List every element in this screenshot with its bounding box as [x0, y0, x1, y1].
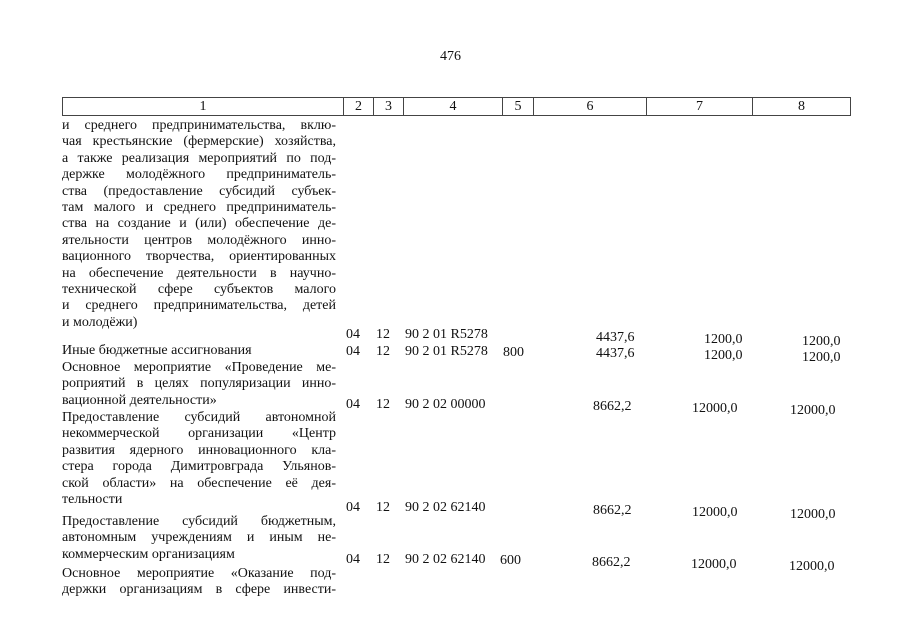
cell-col8: 12000,0 [789, 559, 835, 574]
header-col-8: 8 [798, 99, 805, 114]
header-col-7: 7 [647, 98, 753, 115]
cell-col6: 8662,2 [593, 399, 632, 414]
text-line: Предоставление субсидий бюджетным, [62, 514, 336, 529]
text-line: технической сфере субъектов малого [62, 282, 336, 298]
cell-vr: 800 [503, 345, 524, 360]
cell-col8: 1200,0 [802, 334, 841, 349]
text-line: Иные бюджетные ассигнования [62, 343, 252, 358]
text-line: Основное мероприятие «Оказание под- [62, 566, 336, 581]
cell-pr: 12 [376, 344, 390, 359]
cell-col8: 12000,0 [790, 507, 836, 522]
cell-csr: 90 2 01 R5278 [405, 327, 488, 342]
header-col-1: 1 [63, 98, 344, 115]
text-line: Основное мероприятие «Проведение ме- [62, 360, 336, 375]
cell-rz: 04 [346, 327, 360, 342]
cell-col7: 1200,0 [704, 348, 743, 363]
text-line: и среднего предпринимательства, вклю- [62, 118, 336, 133]
cell-csr: 90 2 02 62140 [405, 552, 486, 567]
cell-col7: 12000,0 [692, 505, 738, 520]
cell-rz: 04 [346, 500, 360, 515]
text-line: автономным учреждениям и иным не- [62, 530, 336, 546]
text-line: держки организациям в сфере инвести- [62, 582, 336, 598]
cell-col7: 1200,0 [704, 332, 743, 347]
text-line: ства на создание и (или) обеспечение де- [62, 216, 336, 232]
page-number: 476 [440, 49, 461, 64]
cell-col6: 8662,2 [592, 555, 631, 570]
text-line: вационной деятельности» [62, 392, 217, 408]
row-description [62, 118, 336, 331]
cell-pr: 12 [376, 552, 390, 567]
cell-pr: 12 [376, 500, 390, 515]
text-line: Предоставление субсидий автономной [62, 410, 336, 425]
header-col-6: 6 [534, 98, 647, 115]
text-line: стера города Димитровграда Ульянов- [62, 459, 336, 475]
cell-csr: 90 2 02 62140 [405, 500, 486, 515]
text-line: и среднего предпринимательства, детей [62, 298, 336, 314]
text-line: а также реализация мероприятий по под- [62, 150, 336, 166]
table-header-row [62, 97, 851, 116]
text-line: там малого и среднего предприниматель- [62, 200, 336, 216]
text-line: чая крестьянские (фермерские) хозяйства, [62, 134, 336, 150]
cell-col7: 12000,0 [692, 401, 738, 416]
text-line: ства (предоставление субсидий субъек- [62, 183, 336, 199]
text-line: и молодёжи) [62, 314, 138, 330]
cell-vr: 600 [500, 553, 521, 568]
text-line: ской области» на обеспечение её дея- [62, 475, 336, 491]
text-line: коммерческим организациям [62, 546, 235, 562]
row-description [62, 566, 336, 599]
header-col-3: 3 [374, 98, 404, 115]
row-description [62, 410, 336, 508]
cell-col8: 1200,0 [802, 350, 841, 365]
cell-col6: 4437,6 [596, 330, 635, 345]
cell-pr: 12 [376, 327, 390, 342]
cell-rz: 04 [346, 397, 360, 412]
cell-csr: 90 2 02 00000 [405, 397, 486, 412]
text-line: тельности [62, 492, 123, 508]
text-line: ятельности центров молодёжного инно- [62, 232, 336, 248]
cell-col8: 12000,0 [790, 403, 836, 418]
cell-col7: 12000,0 [691, 557, 737, 572]
header-col-2: 2 [344, 98, 374, 115]
cell-rz: 04 [346, 552, 360, 567]
cell-pr: 12 [376, 397, 390, 412]
text-line: развития ядерного инновационного кла- [62, 442, 336, 458]
text-line: роприятий в целях популяризации инно- [62, 376, 336, 392]
header-col-4: 4 [404, 98, 503, 115]
text-line: некоммерческой организации «Центр [62, 426, 336, 442]
row-description [62, 514, 336, 563]
header-col-5: 5 [503, 98, 534, 115]
cell-csr: 90 2 01 R5278 [405, 344, 488, 359]
cell-col6: 4437,6 [596, 346, 635, 361]
text-line: держке молодёжного предприниматель- [62, 167, 336, 183]
text-line: на обеспечение деятельности в научно- [62, 265, 336, 281]
cell-col6: 8662,2 [593, 503, 632, 518]
cell-rz: 04 [346, 344, 360, 359]
text-line: вационного творчества, ориентированных [62, 249, 336, 265]
row-description [62, 360, 336, 409]
row-description [62, 343, 336, 359]
